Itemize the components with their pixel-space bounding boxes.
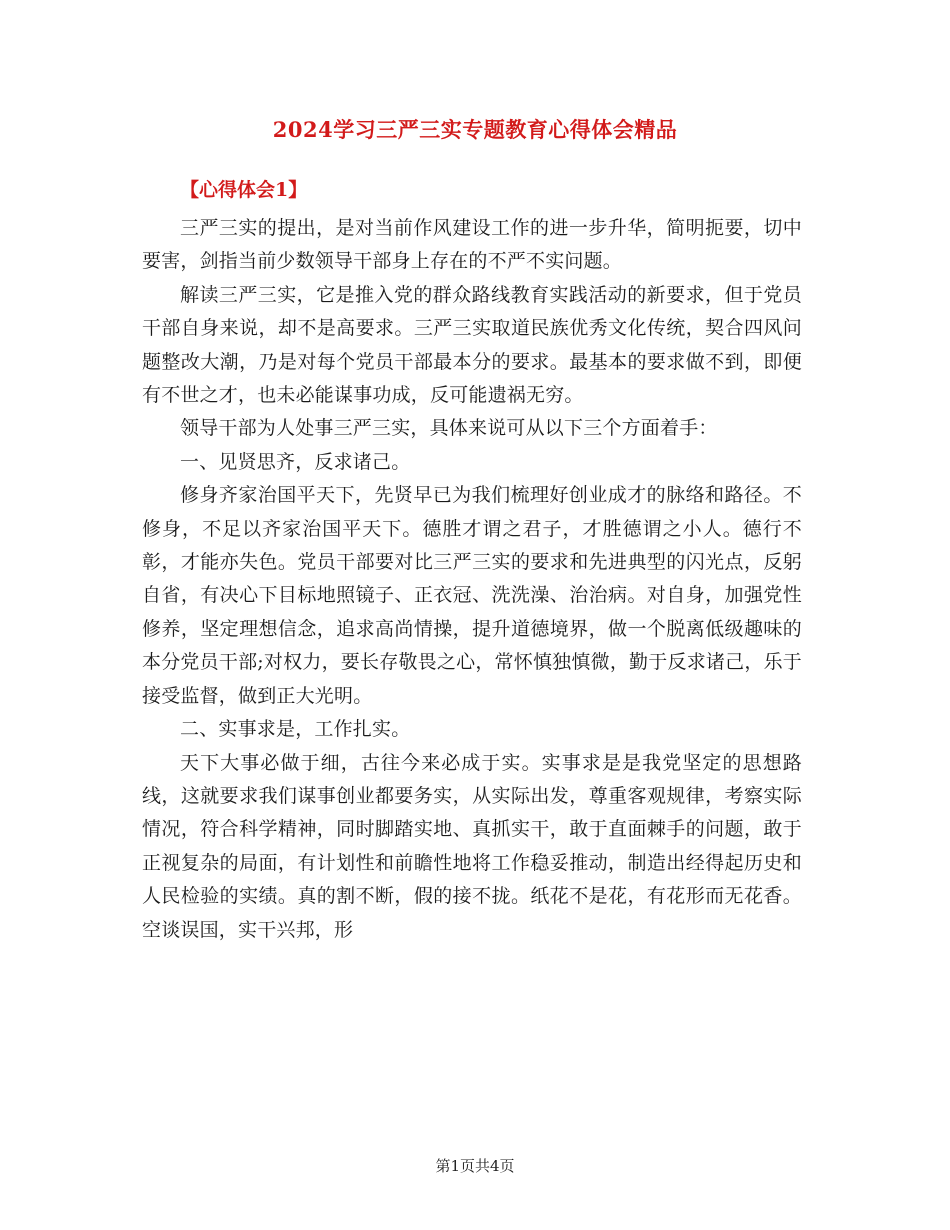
section-heading: 【心得体会1】	[180, 179, 308, 201]
subheading-2: 二、实事求是，工作扎实。	[180, 718, 411, 741]
document-body	[142, 174, 802, 947]
paragraph-5: 天下大事必做于细，古往今来必成于实。实事求是是我党坚定的思想路线，这就要求我们谋事创业都要务实，从实际出发，尊重客观规律，考察实际情况，符合科学精神，同时脚踏实地、真抓实干，敢于直面棘手的问题，敢于正视复杂的局面，有计划性和前瞻性地将工作稳妥推动，制造出经得起历史和人民检验的实绩。真的割不断，假的接不拢。纸花不是花，有花形而无花香。空谈误国，实干兴邦，形	[142, 751, 802, 941]
paragraph-4: 修身齐家治国平天下，先贤早已为我们梳理好创业成才的脉络和路径。不修身，不足以齐家治国平天下。德胜才谓之君子，才胜德谓之小人。德行不彰，才能亦失色。党员干部要对比三严三实的要求和先进典型的闪光点，反躬自省，有决心下目标地照镜子、正衣冠、洗洗澡、治治病。对自身，加强党性修养，坚定理想信念，追求高尚情操，提升道德境界，做一个脱离低级趣味的本分党员干部;对权力，要长存敬畏之心，常怀慎独慎微，勤于反求诸己，乐于接受监督，做到正大光明。	[142, 484, 802, 707]
paragraph-2: 解读三严三实，它是推入党的群众路线教育实践活动的新要求，但于党员干部自身来说，却不是高要求。三严三实取道民族优秀文化传统，契合四风问题整改大潮，乃是对每个党员干部最本分的要求。最基本的要求做不到，即便有不世之才，也未必能谋事功成，反可能遗祸无穷。	[142, 283, 802, 407]
paragraph-1: 三严三实的提出，是对当前作风建设工作的进一步升华，简明扼要，切中要害，剑指当前少数领导干部身上存在的不严不实问题。	[142, 217, 802, 273]
paragraph-3: 领导干部为人处事三严三实，具体来说可从以下三个方面着手：	[180, 417, 718, 440]
subheading-1: 一、见贤思齐，反求诸己。	[180, 450, 411, 473]
document-title: 2024学习三严三实专题教育心得体会精品	[272, 117, 678, 142]
page-footer: 第1页共4页	[435, 1157, 515, 1175]
